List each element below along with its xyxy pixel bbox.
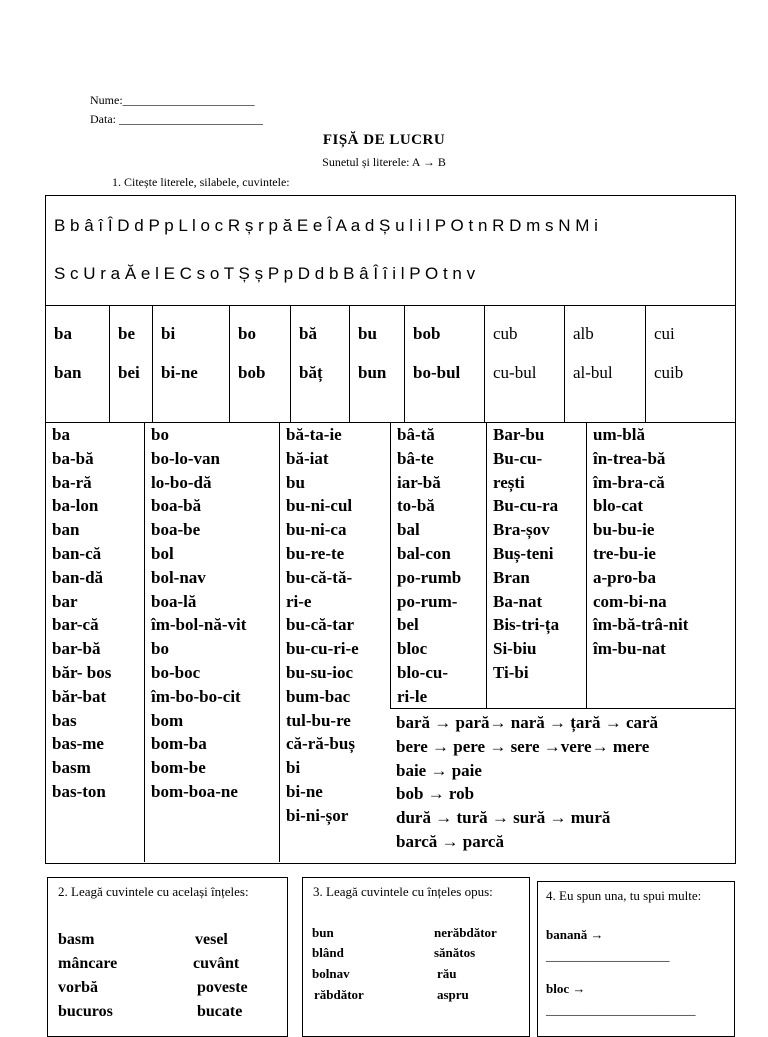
syllable-top: alb	[573, 324, 594, 343]
word: bar	[52, 591, 78, 611]
word: to-bă	[397, 496, 435, 516]
syllable-column	[229, 306, 290, 422]
ex2-left-word: basm	[58, 931, 95, 948]
word: Bis-tri-ța	[493, 615, 560, 635]
word: po-rumb	[397, 567, 462, 587]
word: Si-biu	[493, 639, 537, 659]
word: îm-bă-trâ-nit	[593, 615, 689, 635]
word: bu-re-te	[286, 543, 345, 563]
syllable-column	[152, 306, 229, 422]
word-column	[586, 423, 735, 708]
syllable-column	[645, 306, 735, 422]
word: bă-ta-ie	[286, 425, 342, 444]
word: îm-bol-nă-vit	[151, 615, 247, 635]
word: bom	[151, 710, 184, 730]
word: ri-e	[286, 591, 312, 611]
syllable-bottom: cuib	[654, 363, 684, 382]
exercise-4-box	[537, 881, 735, 1037]
word: bu-ni-cul	[286, 496, 353, 516]
ex3-right-word: rău	[437, 966, 457, 981]
word: ri-le	[397, 686, 428, 706]
ex3-left-word: bun	[312, 925, 334, 940]
word: îm-bra-că	[593, 472, 665, 492]
syllable-top: cub	[493, 324, 518, 343]
syllable-top: bob	[413, 324, 441, 343]
word-column	[390, 423, 486, 708]
word: că-ră-buș	[286, 734, 355, 754]
word: tul-bu-re	[286, 710, 351, 730]
word: bu-că-tar	[286, 615, 354, 635]
syllable-top: bo	[238, 324, 256, 343]
syllable-bottom: bei	[118, 363, 140, 382]
word: lo-bo-dă	[151, 472, 212, 492]
word: Buș-teni	[493, 543, 554, 563]
ex3-left-word: răbdător	[314, 987, 364, 1002]
word: bal	[397, 520, 420, 540]
word: tre-bu-ie	[593, 543, 656, 563]
word: blo-cat	[593, 496, 644, 516]
instruction-1: 1. Citește literele, silabele, cuvintele:	[112, 175, 290, 189]
word: ba-ră	[52, 472, 92, 492]
words-table	[45, 423, 736, 864]
word: Bu-cu-	[493, 448, 543, 468]
word: Ti-bi	[493, 662, 529, 682]
word: bo-boc	[151, 662, 201, 682]
ex2-right-word: cuvânt	[193, 955, 240, 972]
word: bâ-te	[397, 448, 434, 468]
syllable-bottom: cu-bul	[493, 363, 537, 382]
page-subtitle: Sunetul și literele: A → B	[322, 155, 446, 169]
word: bum-bac	[286, 686, 351, 706]
exercise-4-question: 4. Eu spun una, tu spui multe:	[546, 888, 702, 903]
syllable-bottom: al-bul	[573, 363, 613, 382]
word: a-pro-ba	[593, 567, 656, 587]
syllable-column	[349, 306, 404, 422]
word: bu-cu-ri-e	[286, 639, 359, 659]
word: bo-lo-van	[151, 448, 220, 468]
word: bas	[52, 710, 77, 730]
word: bu-bu-ie	[593, 520, 655, 540]
syllable-bottom: bi-ne	[161, 363, 198, 382]
exercise-2-box	[47, 877, 288, 1037]
word: Bra-șov	[493, 520, 550, 540]
letters-box	[45, 195, 736, 306]
word: bu-su-ioc	[286, 662, 354, 682]
word: boa-lă	[151, 591, 197, 611]
word: Ba-nat	[493, 591, 543, 611]
word-chain: baie → paie	[396, 760, 482, 780]
word: blo-cu-	[397, 662, 448, 682]
word: bă-iat	[286, 448, 329, 468]
word-chain: dură → tură → sură → mură	[396, 808, 611, 828]
word: bo	[151, 425, 169, 444]
word: bas-me	[52, 734, 104, 754]
word: în-trea-bă	[593, 448, 666, 468]
word: rești	[493, 472, 525, 492]
word: ba	[52, 425, 70, 444]
word-column	[46, 423, 144, 862]
ex2-left-word: mâncare	[58, 955, 118, 972]
ex3-right-word: sănătos	[434, 945, 476, 960]
syllable-bottom: ban	[54, 363, 82, 382]
letters-line-1: B b â î Î D d P p L l o c R ș r p ă E e Î A a d Ș u l i l P O t n R D m s N M i	[54, 216, 598, 235]
word: băr- bos	[52, 662, 112, 682]
word: îm-bu-nat	[593, 639, 666, 659]
word: bar-bă	[52, 639, 101, 659]
word: iar-bă	[397, 472, 441, 492]
word-column	[144, 423, 279, 862]
ex3-left-word: blând	[312, 945, 344, 960]
syllable-top: bă	[299, 324, 317, 343]
name-field: Nume:______________________	[90, 93, 255, 107]
ex4-item: banană →	[546, 927, 604, 942]
word: Bu-cu-ra	[493, 496, 559, 516]
word: bar-că	[52, 615, 99, 635]
page-title: FIȘĂ DE LUCRU	[322, 132, 446, 148]
word: boa-be	[151, 520, 201, 540]
word: Bran	[493, 567, 530, 587]
word: bo	[151, 639, 169, 659]
ex3-right-word: aspru	[437, 987, 469, 1002]
syllable-bottom: bo-bul	[413, 363, 461, 382]
word-chain: barcă → parcă	[396, 831, 504, 851]
syllable-top: be	[118, 324, 135, 343]
syllable-bottom: bun	[358, 363, 387, 382]
word: bu-ni-ca	[286, 520, 347, 540]
ex4-blank: ___________________	[546, 948, 670, 963]
word: bom-be	[151, 758, 206, 778]
word: bal-con	[397, 543, 451, 563]
word: băr-bat	[52, 686, 107, 706]
word-column	[279, 423, 390, 862]
word: bel	[397, 615, 419, 635]
ex4-item: bloc →	[546, 981, 586, 996]
word: bi-ne	[286, 781, 323, 801]
word: bi	[286, 758, 301, 778]
syllables-table	[45, 305, 736, 423]
word: bas-ton	[52, 781, 106, 801]
word: ba-bă	[52, 448, 94, 468]
syllable-column	[564, 306, 645, 422]
syllable-column	[484, 306, 564, 422]
word: bu-că-tă-	[286, 567, 353, 587]
word: ban-că	[52, 543, 102, 563]
word: com-bi-na	[593, 591, 667, 611]
word-chain: bob → rob	[396, 784, 475, 804]
syllable-bottom: băț	[299, 363, 323, 382]
word: bom-ba	[151, 734, 207, 754]
ex2-right-word: vesel	[195, 931, 228, 948]
word: um-blă	[593, 425, 645, 444]
date-field: Data: ________________________	[90, 112, 263, 126]
letters-line-2: S c U r a Ă e l E C s o T Ș ș P p D d b B â Î î i l P O t n v	[54, 264, 476, 283]
exercise-3-question: 3. Leagă cuvintele cu înțeles opus:	[313, 884, 493, 899]
ex2-right-word: bucate	[197, 1003, 243, 1020]
word: bu	[286, 472, 305, 492]
syllable-top: ba	[54, 324, 72, 343]
ex4-blank: _______________________	[546, 1002, 696, 1017]
word-column	[486, 423, 586, 708]
syllable-top: bi	[161, 324, 176, 343]
ex3-left-word: bolnav	[312, 966, 350, 981]
word: bloc	[397, 639, 428, 659]
exercise-2-question: 2. Leagă cuvintele cu același înțeles:	[58, 884, 249, 899]
word: ba-lon	[52, 496, 99, 516]
word: bi-ni-șor	[286, 805, 349, 825]
word: îm-bo-bo-cit	[151, 686, 241, 706]
syllable-column	[46, 306, 109, 422]
ex2-left-word: vorbă	[58, 979, 98, 996]
word-chains	[390, 708, 736, 863]
syllable-column	[109, 306, 152, 422]
word-chain: bară → pară→ nară → țară → cară	[396, 713, 659, 732]
syllable-top: bu	[358, 324, 377, 343]
ex2-right-word: poveste	[197, 979, 248, 996]
word: boa-bă	[151, 496, 202, 516]
word: bol	[151, 543, 174, 563]
syllable-column	[404, 306, 484, 422]
word: po-rum-	[397, 591, 458, 611]
word-chain: bere → pere → sere →vere→ mere	[396, 736, 650, 756]
word: ban	[52, 520, 80, 540]
word: Bar-bu	[493, 425, 545, 444]
word: bom-boa-ne	[151, 781, 238, 801]
ex3-right-word: nerăbdător	[434, 925, 497, 940]
exercise-3-box	[302, 877, 530, 1037]
word: basm	[52, 758, 91, 778]
word: ban-dă	[52, 567, 104, 587]
syllable-bottom: bob	[238, 363, 266, 382]
syllable-column	[290, 306, 349, 422]
word: bol-nav	[151, 567, 206, 587]
syllable-top: cui	[654, 324, 675, 343]
word: bâ-tă	[397, 425, 435, 444]
ex2-left-word: bucuros	[58, 1003, 113, 1020]
